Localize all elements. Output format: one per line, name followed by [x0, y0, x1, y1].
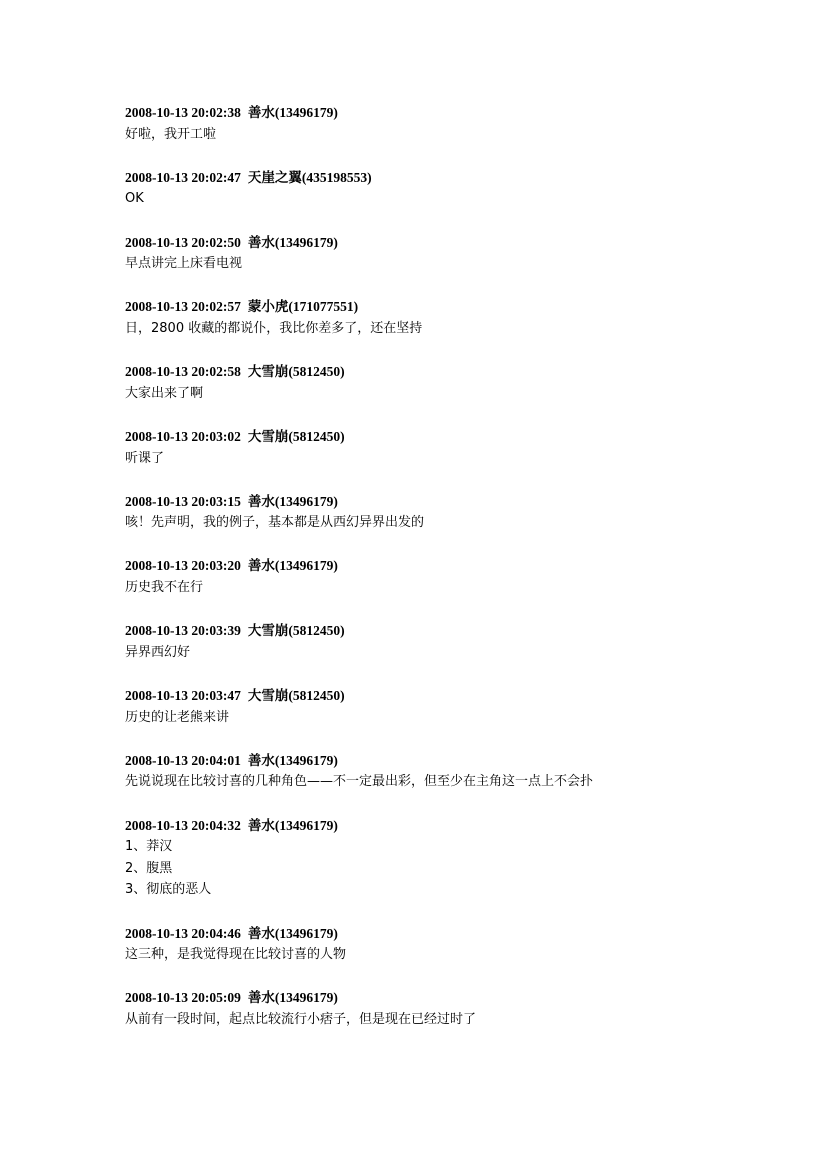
message-header	[125, 750, 805, 772]
message-sender: 大雪崩(5812450)	[247, 623, 345, 639]
chat-message	[125, 167, 805, 210]
message-sender: 善水(13496179)	[247, 558, 338, 574]
message-text: 咳！先声明，我的例子，基本都是从西幻异界出发的	[125, 515, 425, 531]
message-header	[125, 296, 805, 318]
message-header	[125, 620, 805, 642]
message-header	[125, 491, 805, 513]
message-header	[125, 102, 805, 124]
message-sender: 善水(13496179)	[247, 817, 338, 833]
message-text: 大家出来了啊	[125, 385, 204, 401]
chat-log	[125, 102, 805, 1052]
message-text: 1、莽汉	[125, 839, 173, 855]
message-timestamp: 2008-10-13 20:03:47	[125, 688, 241, 704]
message-sender: 大雪崩(5812450)	[247, 688, 345, 704]
message-text: 异界西幻好	[125, 644, 191, 660]
chat-message	[125, 491, 805, 534]
message-sender: 大雪崩(5812450)	[247, 428, 345, 444]
message-timestamp: 2008-10-13 20:04:46	[125, 925, 241, 941]
chat-message	[125, 426, 805, 469]
message-timestamp: 2008-10-13 20:02:57	[125, 299, 241, 315]
chat-message	[125, 923, 805, 966]
message-text: 这三种，是我觉得现在比较讨喜的人物	[125, 947, 347, 963]
message-text: 历史的让老熊来讲	[125, 709, 230, 725]
message-text: 先说说现在比较讨喜的几种角色——不一定最出彩，但至少在主角这一点上不会扑	[125, 774, 594, 790]
message-sender: 善水(13496179)	[247, 234, 338, 250]
message-timestamp: 2008-10-13 20:04:32	[125, 817, 241, 833]
message-sender: 善水(13496179)	[247, 990, 338, 1006]
message-header	[125, 555, 805, 577]
message-text: 3、彻底的恶人	[125, 882, 212, 898]
message-text: 2、腹黑	[125, 860, 173, 876]
message-header	[125, 232, 805, 254]
message-timestamp: 2008-10-13 20:02:47	[125, 169, 241, 185]
message-sender: 善水(13496179)	[247, 752, 338, 768]
message-timestamp: 2008-10-13 20:03:15	[125, 493, 241, 509]
message-header	[125, 923, 805, 945]
chat-message	[125, 555, 805, 598]
message-text: 日，2800 收藏的都说仆，我比你差多了，还在坚持	[125, 320, 423, 336]
message-text: 早点讲完上床看电视	[125, 256, 243, 272]
message-header	[125, 361, 805, 383]
message-timestamp: 2008-10-13 20:02:38	[125, 105, 241, 120]
message-timestamp: 2008-10-13 20:02:58	[125, 364, 241, 380]
chat-message	[125, 620, 805, 663]
chat-message	[125, 987, 805, 1030]
message-header	[125, 426, 805, 448]
message-timestamp: 2008-10-13 20:03:39	[125, 623, 241, 639]
message-text: 好啦，我开工啦	[125, 126, 217, 142]
message-timestamp: 2008-10-13 20:05:09	[125, 990, 241, 1006]
message-text: 听课了	[125, 450, 165, 466]
message-timestamp: 2008-10-13 20:03:02	[125, 428, 241, 444]
message-sender: 蒙小虎(171077551)	[247, 299, 359, 315]
message-sender: 善水(13496179)	[247, 925, 338, 941]
message-sender: 天崖之翼(435198553)	[247, 169, 372, 185]
message-sender: 善水(13496179)	[247, 105, 338, 120]
chat-message	[125, 296, 805, 339]
message-header	[125, 987, 805, 1009]
message-text: OK	[125, 191, 144, 207]
chat-message	[125, 750, 805, 793]
chat-message	[125, 685, 805, 728]
chat-message	[125, 232, 805, 275]
chat-message	[125, 102, 805, 145]
message-header	[125, 167, 805, 189]
message-timestamp: 2008-10-13 20:04:01	[125, 752, 241, 768]
chat-message	[125, 361, 805, 404]
message-text: 从前有一段时间，起点比较流行小痞子，但是现在已经过时了	[125, 1011, 477, 1027]
message-header	[125, 685, 805, 707]
message-timestamp: 2008-10-13 20:02:50	[125, 234, 241, 250]
message-header	[125, 815, 805, 837]
message-timestamp: 2008-10-13 20:03:20	[125, 558, 241, 574]
message-sender: 善水(13496179)	[247, 493, 338, 509]
message-text: 历史我不在行	[125, 580, 204, 596]
message-sender: 大雪崩(5812450)	[247, 364, 345, 380]
chat-message	[125, 815, 805, 901]
